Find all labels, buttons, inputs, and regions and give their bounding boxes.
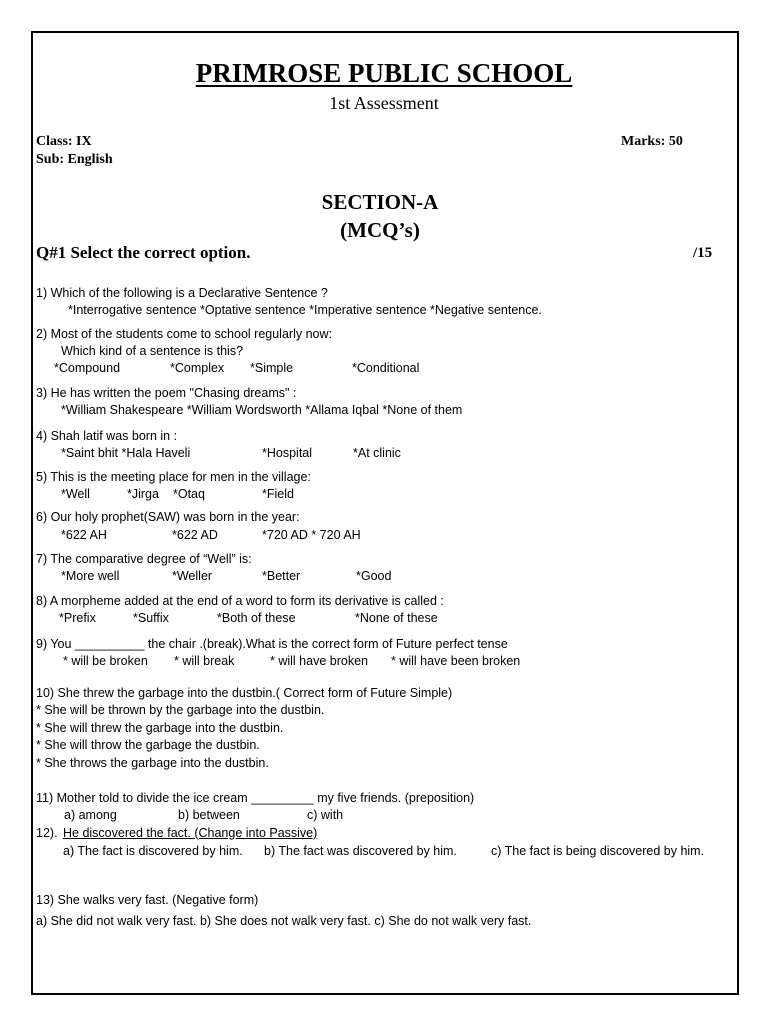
option: *Prefix (59, 611, 96, 625)
option: *More well (61, 569, 120, 583)
question-score: /15 (693, 245, 713, 261)
question-3-options: *William Shakespeare *William Wordsworth *Allama Iqbal *None of them (61, 403, 463, 417)
option: b) The fact was discovered by him. (264, 844, 457, 858)
option: *Compound (54, 361, 121, 375)
question-1-options: *Interrogative sentence *Optative sentence *Imperative sentence *Negative sentence. (68, 303, 542, 317)
question-13-options: a) She did not walk very fast. b) She does not walk very fast. c) She do not walk very fast. (36, 914, 532, 928)
option: *Otaq (173, 487, 205, 501)
option: * She will threw the garbage into the dustbin. (36, 721, 284, 735)
option: *Better (262, 569, 301, 583)
option: *Suffix (133, 611, 169, 625)
question-6: 6) Our holy prophet(SAW) was born in the year: (36, 510, 300, 524)
marks-label: Marks: 50 (621, 134, 683, 149)
question-10: 10) She threw the garbage into the dustbin.( Correct form of Future Simple) (36, 686, 453, 700)
option: *Simple (250, 361, 294, 375)
question-2-line2: Which kind of a sentence is this? (61, 344, 244, 358)
school-name: PRIMROSE PUBLIC SCHOOL (195, 58, 573, 88)
question-11: 11) Mother told to divide the ice cream _________ my five friends. (preposition) (36, 791, 475, 805)
question-8: 8) A morpheme added at the end of a word to form its derivative is called : (36, 594, 444, 608)
option: *720 AD * 720 AH (262, 528, 361, 542)
option: *Jirga (127, 487, 159, 501)
option: *Complex (170, 361, 225, 375)
option: c) The fact is being discovered by him. (491, 844, 705, 858)
option: *Saint bhit *Hala Haveli (61, 446, 191, 460)
option: *Good (356, 569, 392, 583)
option: a) The fact is discovered by him. (63, 844, 243, 858)
question-2: 2) Most of the students come to school regularly now: (36, 327, 332, 341)
option: *None of these (355, 611, 438, 625)
option: * She will throw the garbage the dustbin. (36, 738, 260, 752)
option: *Conditional (352, 361, 420, 375)
question-5: 5) This is the meeting place for men in the village: (36, 470, 311, 484)
option: * She will be thrown by the garbage into the dustbin. (36, 703, 325, 717)
question-12: He discovered the fact. (Change into Passive) (63, 826, 318, 840)
option: c) with (307, 808, 344, 822)
option: b) between (178, 808, 240, 822)
question-3: 3) He has written the poem "Chasing dreams" : (36, 386, 297, 400)
question-9: 9) You __________ the chair .(break).What is the correct form of Future perfect tense (36, 637, 508, 651)
assessment-title: 1st Assessment (329, 93, 439, 113)
option: *At clinic (353, 446, 401, 460)
option: * will have broken (270, 654, 368, 668)
option: *Field (262, 487, 294, 501)
question-13: 13) She walks very fast. (Negative form) (36, 893, 259, 907)
section-title: SECTION-A (321, 190, 439, 214)
question-7: 7) The comparative degree of “Well” is: (36, 552, 252, 566)
question-4: 4) Shah latif was born in : (36, 429, 178, 443)
question-12-number: 12). (36, 826, 58, 840)
option: *Well (61, 487, 90, 501)
section-subtitle: (MCQ’s) (340, 218, 420, 242)
option: *622 AD (172, 528, 218, 542)
option: * will be broken (63, 654, 148, 668)
option: * will have been broken (391, 654, 521, 668)
option: *Weller (172, 569, 213, 583)
class-label: Class: IX (36, 134, 92, 149)
question-instruction: Q#1 Select the correct option. (36, 243, 251, 262)
option: *622 AH (61, 528, 107, 542)
option: a) among (64, 808, 117, 822)
question-1: 1) Which of the following is a Declarative Sentence ? (36, 286, 328, 300)
option: * She throws the garbage into the dustbin. (36, 756, 269, 770)
option: *Both of these (217, 611, 296, 625)
subject-label: Sub: English (36, 152, 113, 167)
option: * will break (174, 654, 235, 668)
option: *Hospital (262, 446, 313, 460)
